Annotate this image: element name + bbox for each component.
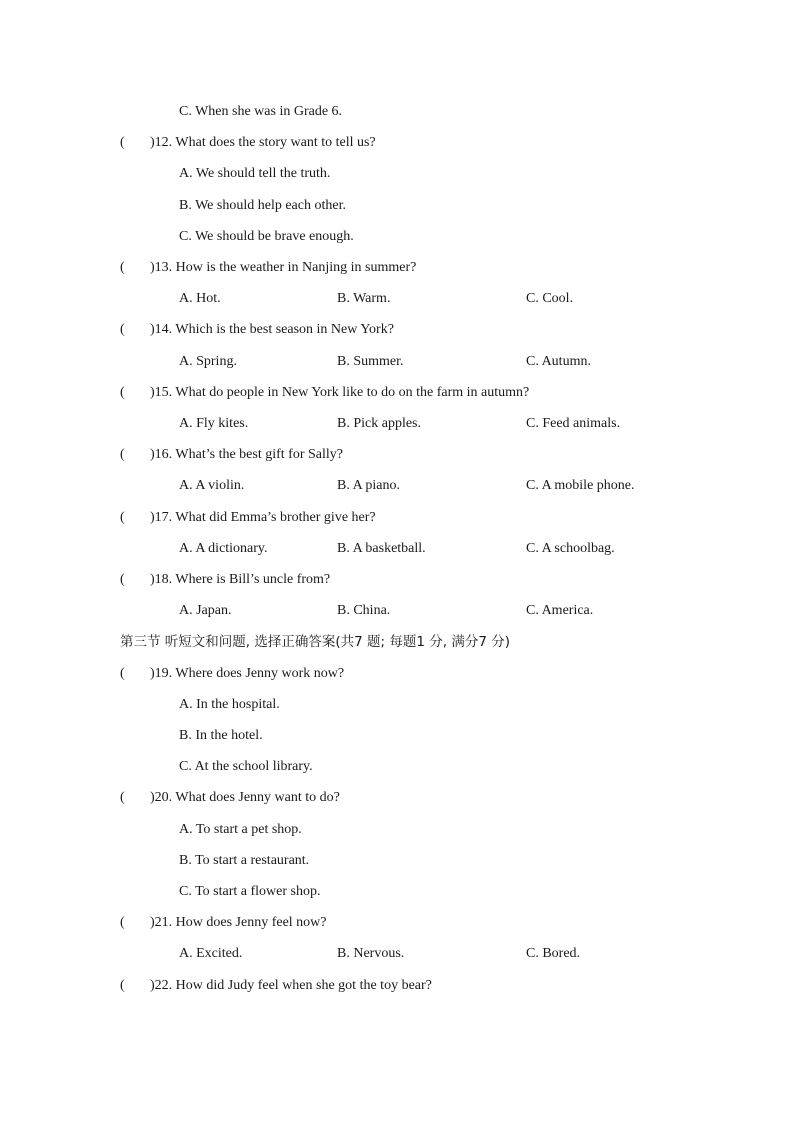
- answer-option: B. We should help each other.: [179, 198, 346, 213]
- answer-option-b: B. Pick apples.: [337, 416, 421, 431]
- answer-option: B. To start a restaurant.: [179, 853, 310, 868]
- answer-blank: (: [120, 260, 125, 275]
- section-heading: 第三节 听短文和问题, 选择正确答案(共7 题; 每题1 分, 满分7 分): [120, 634, 510, 650]
- answer-blank: (: [120, 572, 125, 587]
- answer-blank: (: [120, 666, 125, 681]
- question-text: )14. Which is the best season in New York?: [150, 322, 394, 337]
- answer-option: A. In the hospital.: [179, 697, 280, 712]
- answer-blank: (: [120, 135, 125, 150]
- question-row: [120, 914, 327, 932]
- answer-option-b: B. Summer.: [337, 354, 404, 369]
- answer-option: A. We should tell the truth.: [179, 166, 331, 181]
- answer-option: C. To start a flower shop.: [179, 884, 321, 899]
- answer-option: C. At the school library.: [179, 759, 313, 774]
- question-row: [120, 259, 416, 277]
- answer-blank: (: [120, 510, 125, 525]
- answer-blank: (: [120, 447, 125, 462]
- answer-option-c: C. Bored.: [526, 946, 581, 961]
- answer-blank: (: [120, 915, 125, 930]
- question-text: )13. How is the weather in Nanjing in summer?: [150, 260, 417, 275]
- answer-option-c: C. America.: [526, 603, 594, 618]
- answer-option-b: B. Warm.: [337, 291, 391, 306]
- answer-option-b: B. A basketball.: [337, 541, 426, 556]
- answer-option-c: C. Autumn.: [526, 354, 591, 369]
- question-row: [120, 384, 529, 402]
- answer-option-c: C. Feed animals.: [526, 416, 621, 431]
- answer-option-c: C. A schoolbag.: [526, 541, 615, 556]
- answer-option-a: A. A dictionary.: [179, 541, 268, 556]
- question-row: [120, 509, 376, 527]
- answer-blank: (: [120, 790, 125, 805]
- answer-option-a: A. Hot.: [179, 291, 221, 306]
- answer-option-a: A. Fly kites.: [179, 416, 249, 431]
- answer-option: B. In the hotel.: [179, 728, 263, 743]
- question-text: )16. What’s the best gift for Sally?: [150, 447, 343, 462]
- question-row: [120, 134, 376, 152]
- answer-blank: (: [120, 385, 125, 400]
- question-row: [120, 571, 330, 589]
- answer-option-a: A. Japan.: [179, 603, 232, 618]
- question-text: )17. What did Emma’s brother give her?: [150, 510, 376, 525]
- answer-option-a: A. Excited.: [179, 946, 243, 961]
- answer-option-b: B. Nervous.: [337, 946, 405, 961]
- answer-blank: (: [120, 978, 125, 993]
- answer-option: C. We should be brave enough.: [179, 229, 354, 244]
- question-row: [120, 446, 343, 464]
- question-text: )21. How does Jenny feel now?: [150, 915, 327, 930]
- question-row: [120, 321, 394, 339]
- question-text: )22. How did Judy feel when she got the toy bear?: [150, 978, 432, 993]
- answer-option: C. When she was in Grade 6.: [179, 104, 343, 119]
- question-text: )19. Where does Jenny work now?: [150, 666, 345, 681]
- answer-option: A. To start a pet shop.: [179, 822, 302, 837]
- answer-blank: (: [120, 322, 125, 337]
- answer-option-b: B. A piano.: [337, 478, 401, 493]
- answer-option-b: B. China.: [337, 603, 391, 618]
- answer-option-c: C. Cool.: [526, 291, 574, 306]
- question-row: [120, 789, 340, 807]
- question-text: )20. What does Jenny want to do?: [150, 790, 340, 805]
- question-text: )12. What does the story want to tell us?: [150, 135, 376, 150]
- answer-option-a: A. A violin.: [179, 478, 245, 493]
- answer-option-a: A. Spring.: [179, 354, 237, 369]
- question-row: [120, 977, 432, 995]
- question-row: [120, 665, 344, 683]
- question-text: )18. Where is Bill’s uncle from?: [150, 572, 331, 587]
- question-text: )15. What do people in New York like to do on the farm in autumn?: [150, 385, 530, 400]
- answer-option-c: C. A mobile phone.: [526, 478, 635, 493]
